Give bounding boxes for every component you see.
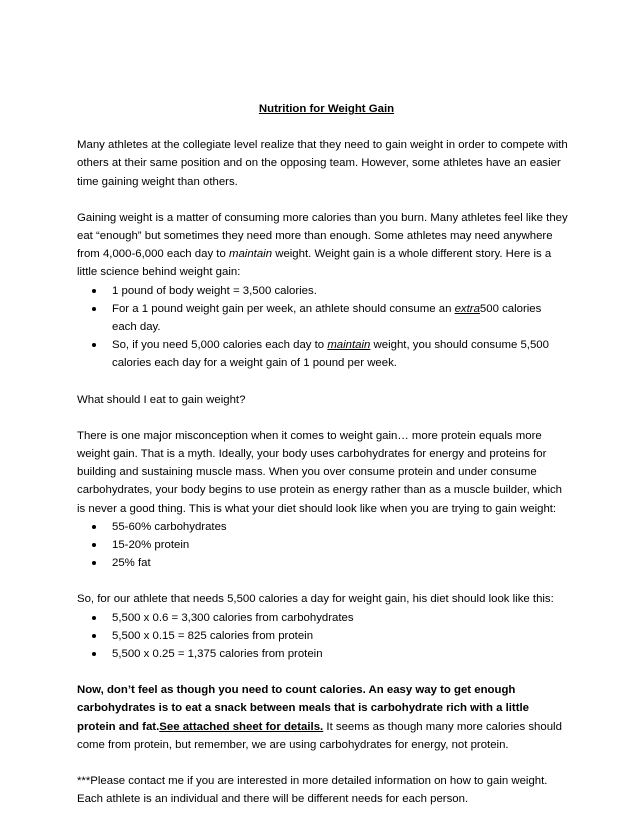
bullet-icon: [92, 652, 96, 656]
bullet-icon: [92, 634, 96, 638]
list-item-text: 1 pound of body weight = 3,500 calories.: [112, 284, 317, 297]
bullet-icon: [92, 525, 96, 529]
question-heading: What should I eat to gain weight?: [77, 393, 246, 406]
list-item-text: 5,500 x 0.6 = 3,300 calories from carbohydrates: [112, 611, 354, 624]
list-item: [77, 627, 568, 645]
list-item-text: 55-60% carbohydrates: [112, 520, 227, 533]
list-item-text: 25% fat: [112, 557, 151, 570]
list-item-text: weight, you should consume 5,500 calories each day for a weight gain of 1 pound per week.: [112, 339, 549, 370]
bullet-icon: [92, 561, 96, 565]
calories-text-2: weight. Weight gain is a whole different story. Here is a little science behind weight gain:: [77, 248, 552, 279]
example-paragraph: So, for our athlete that needs 5,500 calories a day for weight gain, his diet should look like this:: [77, 593, 554, 606]
snack-rest-text: It seems as though many more calories should come from protein, but remember, we are using carbohydrates for energy, not protein.: [77, 720, 562, 751]
calc-list: [77, 609, 568, 664]
calories-paragraph: [77, 209, 568, 282]
calories-text-1: Gaining weight is a matter of consuming more calories than you burn. Many athletes feel like they eat “enough” but sometimes they need more than enough. Some athletes may need anywhere from 4,000-6,000 each day to: [77, 211, 568, 261]
list-item-text: 5,500 x 0.15 = 825 calories from protein: [112, 629, 314, 642]
document-title: Nutrition for Weight Gain: [258, 103, 395, 115]
misconception-paragraph: There is one major misconception when it comes to weight gain… more protein equals more weight gain. That is a myth. Ideally, your body uses carbohydrates for energy and proteins for building and sustaining muscle mass. When you over consume protein and under consume carbohydrates, your body begins to use protein as energy rather than as a muscle builder, which is never a good thing. This is what your diet should look like when you are trying to gain weight:: [77, 429, 563, 515]
bullet-icon: [92, 616, 96, 620]
list-item: [77, 536, 568, 554]
list-item-text: 500 calories each day.: [112, 302, 542, 334]
bullet-icon: [92, 543, 96, 547]
diet-list: [77, 518, 568, 573]
list-item: [77, 609, 568, 627]
snack-bold-text: Now, don’t feel as though you need to count calories. An easy way to get enough carbohydrates is to eat a snack between meals that is carbohydrate rich with a little protein and fat.: [77, 684, 529, 733]
maintain-emphasis: maintain: [228, 248, 273, 261]
list-item: [77, 554, 568, 572]
list-item: [77, 336, 568, 372]
list-item-text: For a 1 pound weight gain per week, an athlete should consume an: [112, 302, 455, 315]
list-item-text: So, if you need 5,000 calories each day to: [112, 339, 328, 352]
list-item: [77, 518, 568, 536]
snack-paragraph: [77, 681, 568, 754]
bullet-icon: [92, 289, 96, 293]
list-item: [77, 282, 568, 300]
list-item-text: 15-20% protein: [112, 539, 190, 552]
maintain-emphasis: maintain: [327, 339, 371, 352]
see-attached-sheet-link[interactable]: See attached sheet for details.: [159, 720, 324, 733]
list-item: [77, 645, 568, 663]
list-item: [77, 300, 568, 336]
list-item-text: 5,500 x 0.25 = 1,375 calories from protein: [112, 648, 323, 661]
contact-paragraph: ***Please contact me if you are interested in more detailed information on how to gain weight. Each athlete is an individual and there will be different needs for each person.: [77, 775, 548, 806]
intro-paragraph: Many athletes at the collegiate level realize that they need to gain weight in order to compete with others at their same position and on the opposing team. However, some athletes have an easier time gaining weight than others.: [77, 139, 568, 188]
science-list: [77, 282, 568, 373]
bullet-icon: [92, 307, 96, 311]
bullet-icon: [92, 343, 96, 347]
extra-emphasis: extra: [454, 302, 480, 315]
